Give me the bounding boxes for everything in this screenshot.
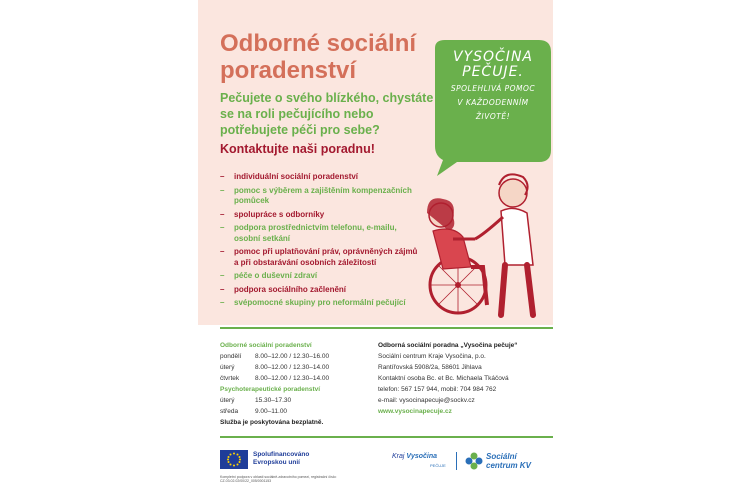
sckv-line: centrum KV (486, 461, 531, 470)
psych-heading: Psychoterapeutické poradenství (220, 386, 321, 393)
hours-time: 8.00–12.00 / 12.30–16.00 (255, 353, 330, 360)
contact-address: Rantířovská 5908/2a, 58601 Jihlava (378, 364, 482, 371)
intro-question: Pečujete o svého blízkého, chystáte se na roli pečujícího nebo potřebujete péči pro sebe? (220, 91, 434, 137)
service-item: – podpora prostřednictvím telefonu, e-mailu, osobní setkání (220, 223, 420, 244)
contact-org: Sociální centrum Kraje Vysočina, p.o. (378, 353, 486, 360)
eu-cofinanced-label (253, 451, 309, 467)
hours-day: úterý (220, 364, 235, 371)
hours-row (220, 362, 360, 373)
logo-strip (220, 447, 553, 483)
speech-bubble-text (438, 50, 548, 122)
sckv-flower-icon (465, 452, 483, 470)
kraj-vysocina-logo (392, 453, 437, 460)
hours-time: 8.00–12.00 / 12.30–14.00 (255, 364, 330, 371)
divider-bottom (220, 436, 553, 438)
hours-time: 8.00–12.00 / 12.30–14.00 (255, 375, 330, 382)
free-service-note: Služba je poskytována bezplatně. (220, 419, 324, 426)
bubble-line: V KAŽDODENNÍM (457, 98, 529, 107)
kraj-sub-label: PEČUJE (430, 463, 446, 468)
call-to-action: Kontaktujte naši poradnu! (220, 142, 375, 156)
hours-day: čtvrtek (220, 375, 240, 382)
eu-line: Spolufinancováno (253, 451, 310, 458)
hours-heading: Odborné sociální poradenství (220, 342, 312, 349)
service-item: – svépomocné skupiny pro neformální pečující (220, 298, 420, 309)
psych-time: 15.30–17.30 (255, 397, 292, 404)
kraj-prefix: Kraj (392, 453, 405, 460)
poster-title: Odborné sociální poradenství (220, 30, 417, 84)
contact-heading: Odborná sociální poradna „Vysočina pečuje“ (378, 342, 518, 349)
hours-row (220, 373, 360, 384)
opening-hours (220, 340, 360, 428)
hours-day: pondělí (220, 353, 242, 360)
psych-day: středa (220, 408, 239, 415)
service-item: – péče o duševní zdraví (220, 271, 420, 282)
bubble-line: PEČUJE. (462, 64, 524, 80)
bubble-line: SPOLEHLIVÁ POMOC (450, 84, 536, 93)
contact-website-link[interactable]: www.vysocinapecuje.cz (378, 408, 452, 415)
hours-row (220, 351, 360, 362)
psych-day: úterý (220, 397, 235, 404)
bubble-line: VYSOČINA (453, 49, 533, 65)
service-item: – spolupráce s odborníky (220, 210, 420, 221)
contact-person: Kontaktní osoba Bc. et Bc. Michaela Tkáčová (378, 375, 509, 382)
contact-phone: telefon: 567 157 944, mobil: 704 984 762 (378, 386, 497, 393)
service-item: – pomoc při uplatňování práv, oprávněných zájmů a při obstarávání osobních záležitostí (220, 247, 420, 268)
eu-line: Evropskou unií (253, 459, 300, 466)
contact-email[interactable]: e-mail: vysocinapecuje@sockv.cz (378, 397, 475, 404)
services-list (220, 172, 420, 312)
contact-info (378, 340, 553, 417)
logo-separator (456, 452, 457, 470)
caregiver-wheelchair-illustration (413, 155, 553, 320)
eu-flag-icon (220, 450, 248, 469)
psych-time: 9.00–11.00 (255, 408, 288, 415)
poster (198, 0, 553, 500)
service-item: – podpora sociálního začlenění (220, 285, 420, 296)
kraj-name: Vysočina (406, 453, 438, 460)
poster-top-panel (198, 0, 553, 325)
service-item: – individuální sociální poradenství (220, 172, 420, 183)
divider-top (220, 327, 553, 329)
psych-row (220, 406, 360, 417)
eu-registration-note: Kompletní podpora v oblasti sociálně-zdravotního pomezí, registrační číslo: CZ.03.02.02/00/22_005/0001153 (220, 475, 337, 483)
sckv-logo-text (486, 452, 531, 470)
sckv-line: Sociální (486, 452, 517, 461)
psych-row (220, 395, 360, 406)
bubble-line: ŽIVOTĚ! (475, 112, 511, 121)
service-item: – pomoc s výběrem a zajištěním kompenzačních pomůcek (220, 186, 420, 207)
